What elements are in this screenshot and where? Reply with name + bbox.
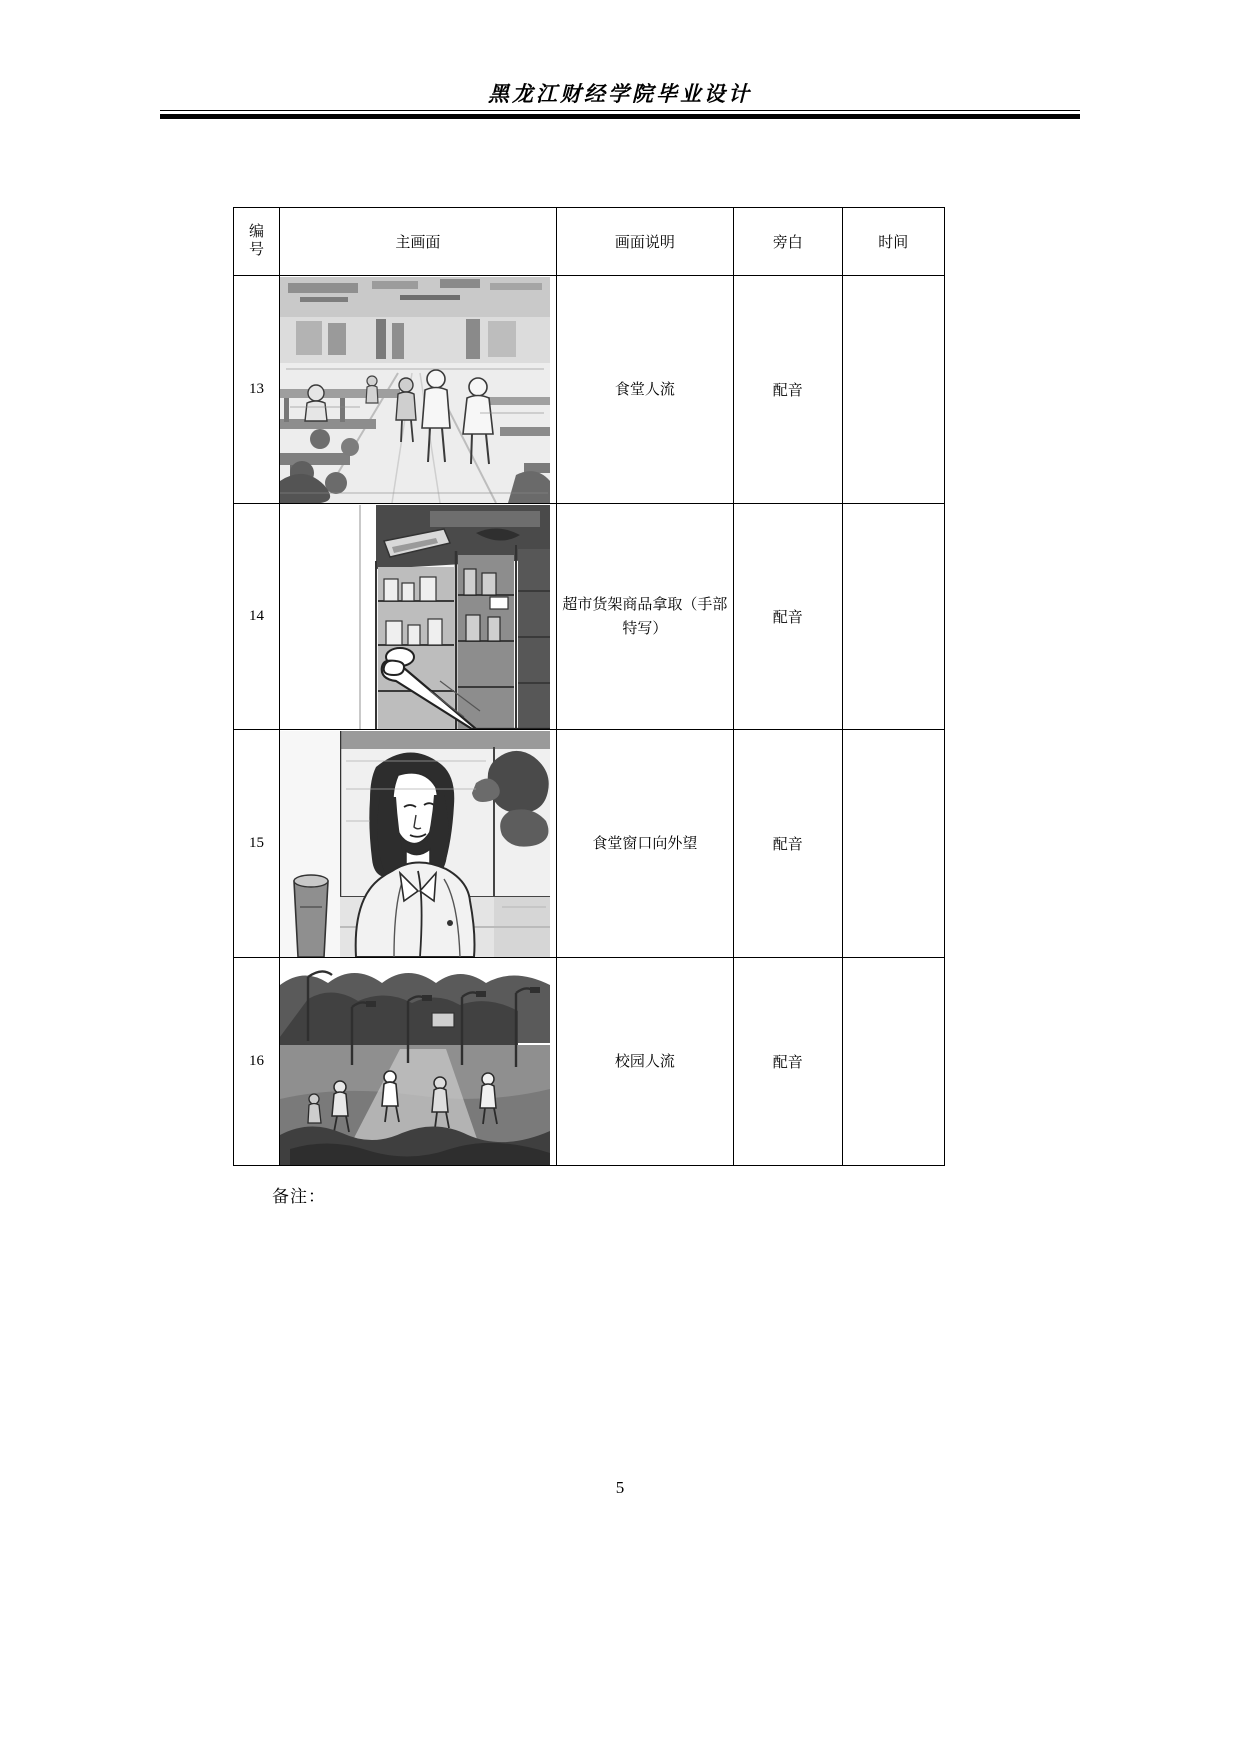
storyboard-frame-13 [280,276,557,504]
row-number: 13 [234,276,280,504]
column-header-no: 编 号 [234,208,280,276]
storyboard-frame-15 [280,730,557,958]
row-number: 15 [234,730,280,958]
row-description: 食堂人流 [556,276,733,504]
column-header-time: 时间 [842,208,944,276]
canteen-crowd-sketch [280,277,550,503]
storyboard-table-container [233,207,945,1166]
row-number: 16 [234,958,280,1166]
notes-label: 备注： [272,1187,326,1206]
row-voice: 配音 [733,504,842,730]
girl-looking-out-window-sketch [280,731,550,957]
row-number: 14 [234,504,280,730]
table-header-row [234,208,945,276]
row-time [842,276,944,504]
row-time [842,730,944,958]
header-rule-thick [160,114,1080,119]
row-voice: 配音 [733,276,842,504]
storyboard-table [233,207,945,1166]
page-number: 5 [615,1478,625,1497]
row-description: 食堂窗口向外望 [556,730,733,958]
campus-crowd-sketch [280,959,550,1165]
storyboard-frame-14 [280,504,557,730]
table-row [234,276,945,504]
column-header-picture: 主画面 [280,208,557,276]
row-time [842,958,944,1166]
column-header-voice: 旁白 [733,208,842,276]
supermarket-shelf-hand-sketch [280,505,550,729]
document-title: 黑龙江财经学院毕业设计 [488,82,752,106]
header-rule-thin [160,110,1080,111]
row-time [842,504,944,730]
table-row [234,958,945,1166]
row-voice: 配音 [733,958,842,1166]
table-row [234,504,945,730]
column-header-description: 画面说明 [556,208,733,276]
table-row [234,730,945,958]
row-voice: 配音 [733,730,842,958]
row-description: 校园人流 [556,958,733,1166]
storyboard-frame-16 [280,958,557,1166]
row-description: 超市货架商品拿取（手部特写） [556,504,733,730]
page-header [160,78,1080,108]
